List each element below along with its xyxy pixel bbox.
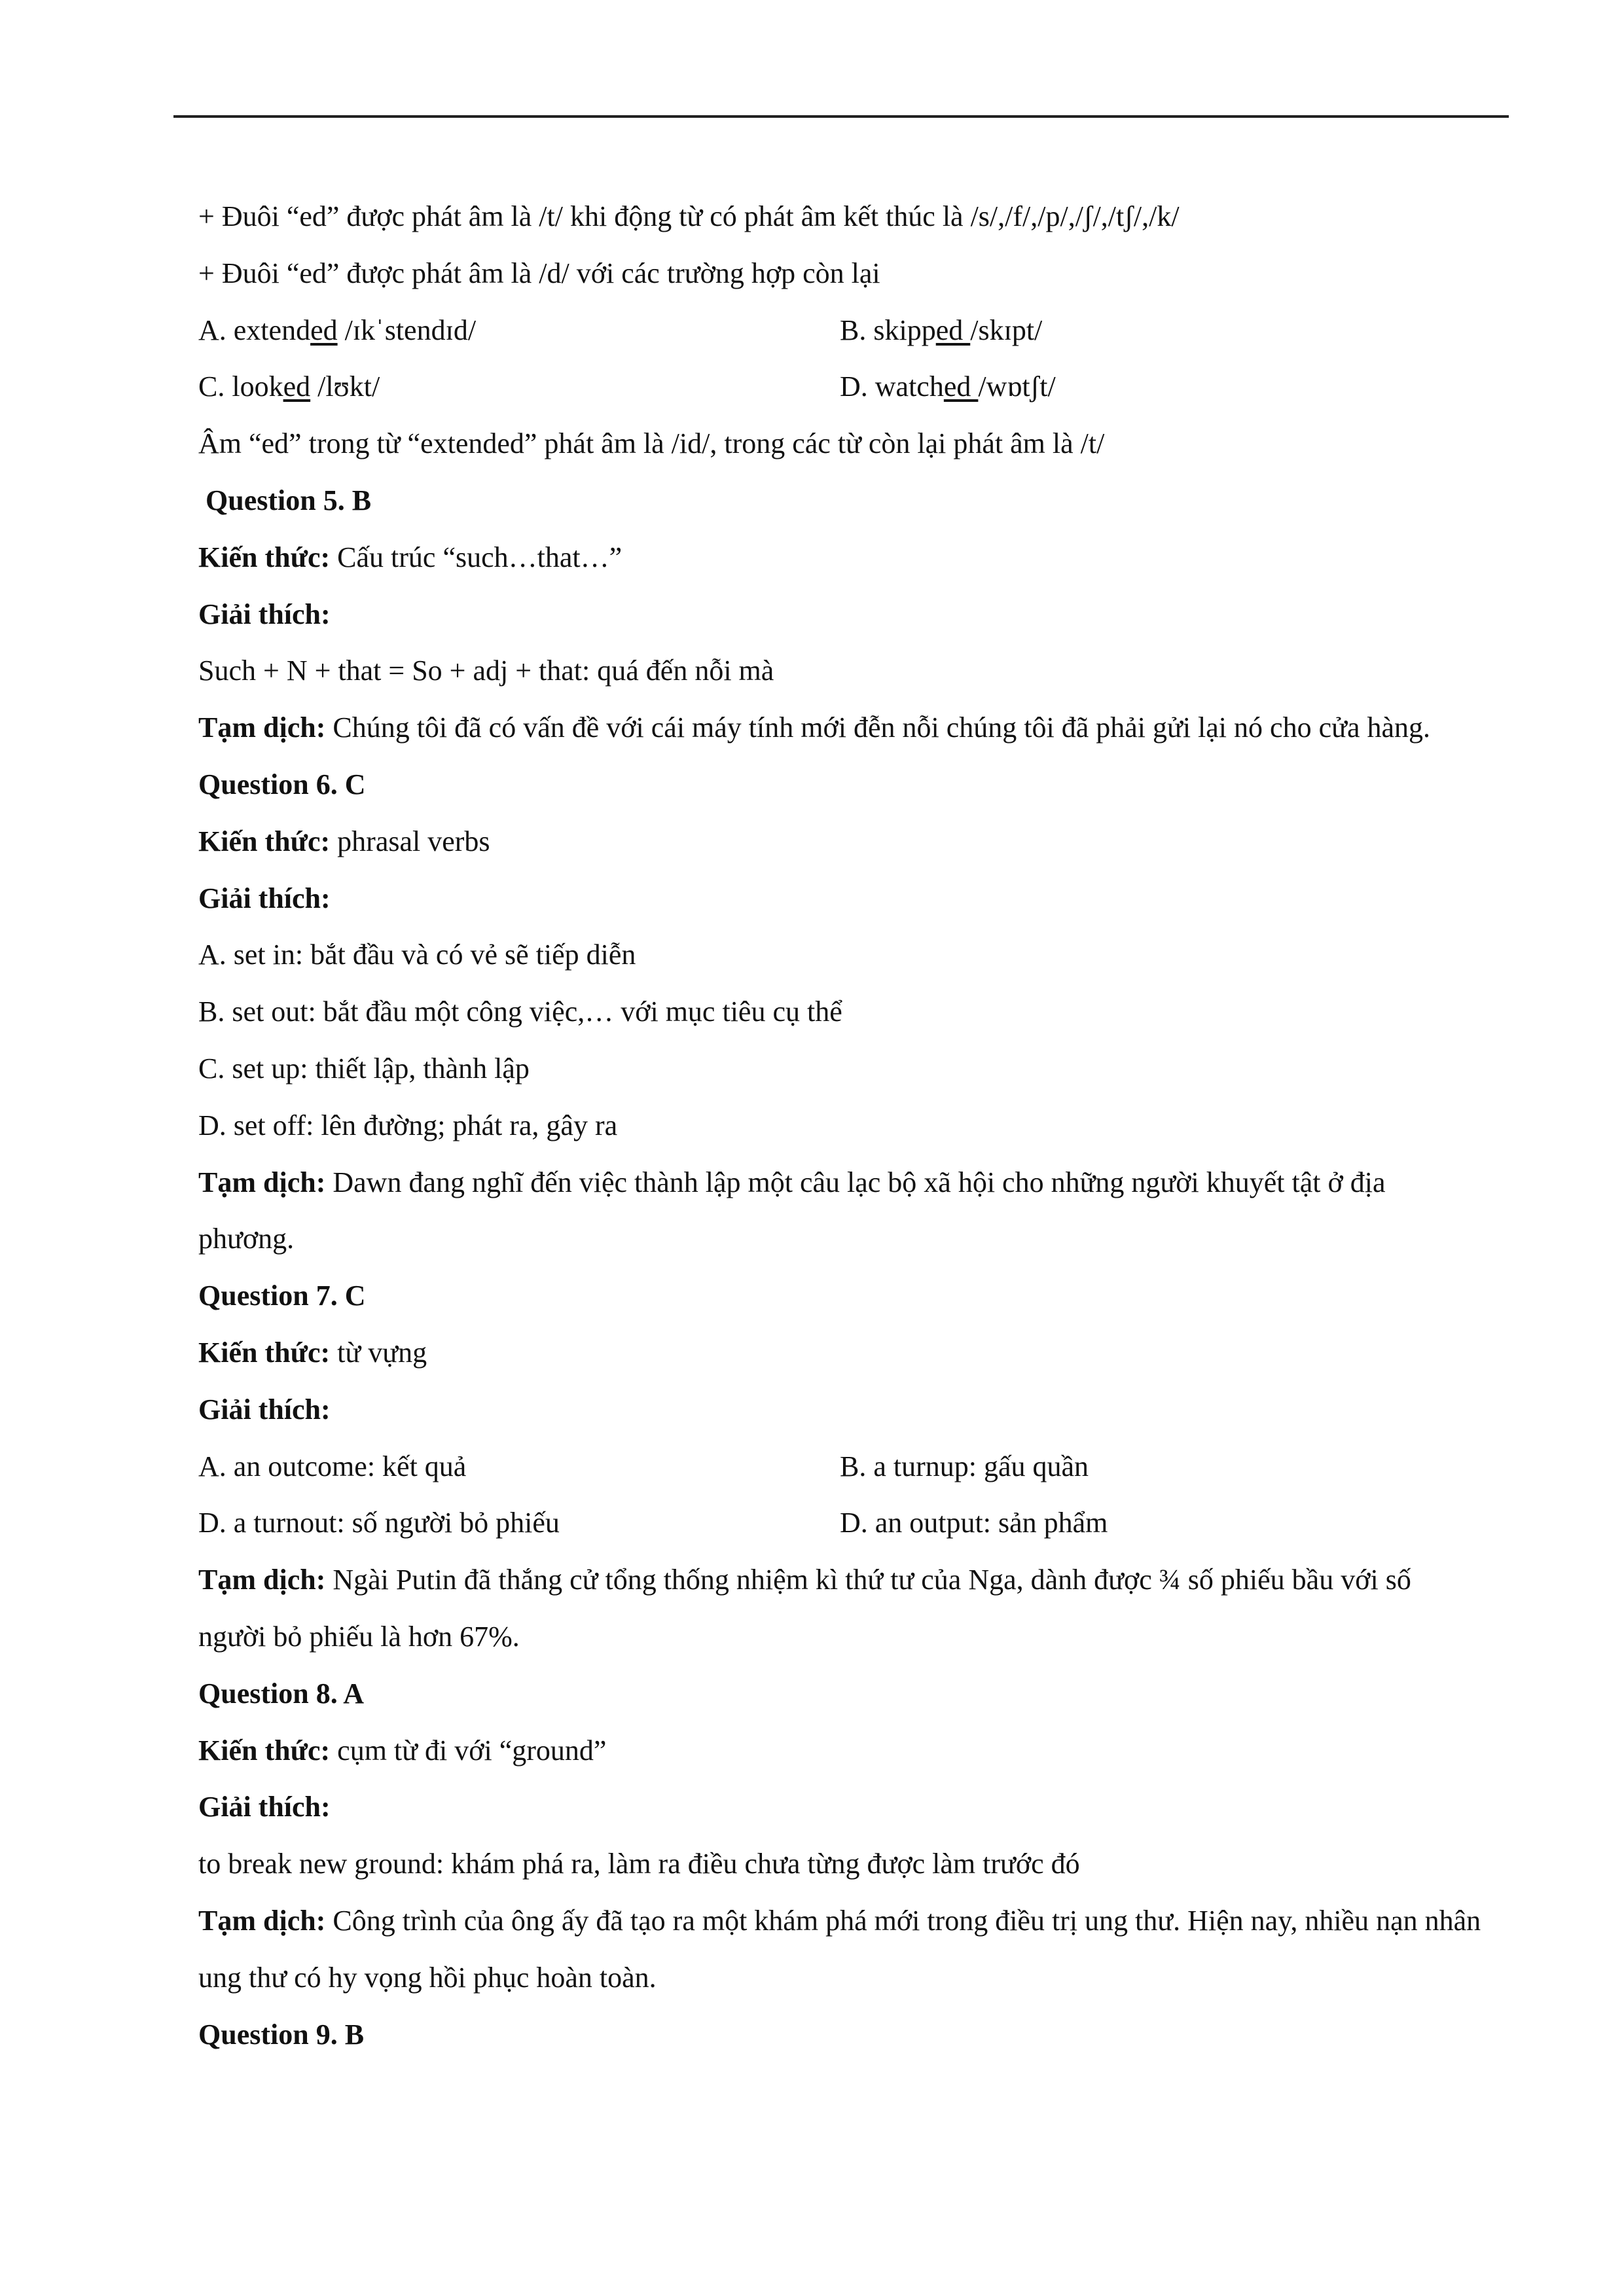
- q4-conclusion: Âm “ed” trong từ “extended” phát âm là /id/, trong các từ còn lại phát âm là /t/: [198, 427, 1105, 460]
- q6-knowledge: Kiến thức: phrasal verbs: [198, 825, 490, 857]
- q7-explain-label: Giải thích:: [198, 1393, 331, 1426]
- q7-option-c: D. a turnout: số người bỏ phiếu: [198, 1507, 560, 1539]
- q6-title: Question 6. C: [198, 768, 366, 800]
- rule-d-line: + Đuôi “ed” được phát âm là /d/ với các trường hợp còn lại: [198, 257, 880, 289]
- q4-option-d: D. watched /wɒtʃt/: [840, 370, 1056, 403]
- q6-option-c: C. set up: thiết lập, thành lập: [198, 1052, 530, 1085]
- q6-explain-label: Giải thích:: [198, 882, 331, 914]
- q4-option-b: B. skipped /skɪpt/: [840, 314, 1043, 346]
- q7-options-row-1: [198, 1439, 1481, 1496]
- q8-explain-label: Giải thích:: [198, 1791, 331, 1823]
- q7-title: Question 7. C: [198, 1280, 366, 1312]
- q7-options-row-2: [198, 1495, 1481, 1552]
- q4-options-row-1: [198, 302, 1481, 359]
- q7-option-b: B. a turnup: gấu quần: [840, 1450, 1089, 1482]
- q5-translation: Tạm dịch: Chúng tôi đã có vấn đề với cái máy tính mới đễn nỗi chúng tôi đã phải gửi lại nó cho cửa hàng.: [198, 711, 1430, 744]
- q8-title: Question 8. A: [198, 1677, 365, 1710]
- q5-knowledge: Kiến thức: Cấu trúc “such…that…”: [198, 541, 623, 573]
- q6-option-a: A. set in: bắt đầu và có vẻ sẽ tiếp diễn: [198, 939, 636, 971]
- rule-t-line: + Đuôi “ed” được phát âm là /t/ khi động từ có phát âm kết thúc là /s/,/f/,/p/,/ʃ/,/tʃ/,/k/: [198, 200, 1180, 232]
- q4-option-a: A. extended /ɪkˈstendɪd/: [198, 314, 477, 346]
- header-rule: [173, 115, 1509, 118]
- q4-options-row-2: [198, 359, 1481, 416]
- q5-explain-label: Giải thích:: [198, 598, 331, 630]
- q7-translation: Tạm dịch: Ngài Putin đã thắng cử tổng thống nhiệm kì thứ tư của Nga, dành được ¾ số phiếu bầu với số người bỏ phiếu là hơn 67%.: [198, 1564, 1411, 1653]
- q4-option-c: C. looked /lʊkt/: [198, 370, 380, 403]
- q7-knowledge: Kiến thức: từ vựng: [198, 1336, 427, 1369]
- q5-explain: Such + N + that = So + adj + that: quá đến nỗi mà: [198, 655, 774, 687]
- q6-option-d: D. set off: lên đường; phát ra, gây ra: [198, 1109, 618, 1141]
- q7-option-a: A. an outcome: kết quả: [198, 1450, 467, 1482]
- q6-option-b: B. set out: bắt đầu một công việc,… với mục tiêu cụ thể: [198, 996, 842, 1028]
- answer-content: [198, 188, 1481, 2063]
- q8-explain: to break new ground: khám phá ra, làm ra điều chưa từng được làm trước đó: [198, 1848, 1080, 1880]
- q6-translation: Tạm dịch: Dawn đang nghĩ đến việc thành lập một câu lạc bộ xã hội cho những người khuyết tật ở địa phương.: [198, 1166, 1386, 1255]
- q7-option-d: D. an output: sản phẩm: [840, 1507, 1108, 1539]
- q5-title: Question 5. B: [206, 484, 372, 516]
- q9-title: Question 9. B: [198, 2018, 365, 2051]
- q8-translation: Tạm dịch: Công trình của ông ấy đã tạo ra một khám phá mới trong điều trị ung thư. Hiện nay, nhiều nạn nhân ung thư có hy vọng hồi phục hoàn toàn.: [198, 1904, 1481, 1994]
- q8-knowledge: Kiến thức: cụm từ đi với “ground”: [198, 1734, 607, 1767]
